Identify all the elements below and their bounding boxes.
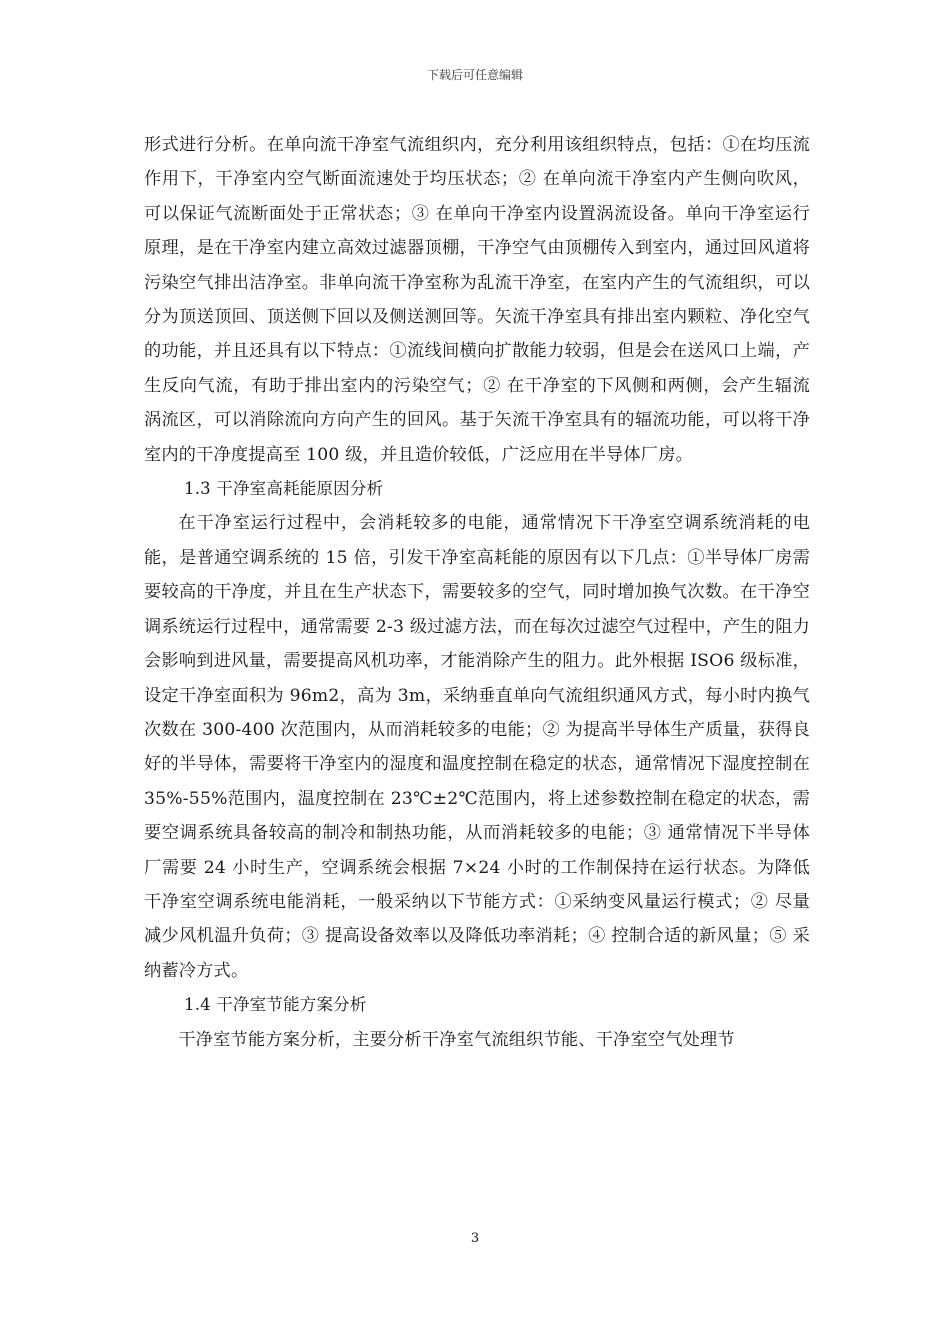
section-heading-1-4: 1.4 干净室节能方案分析	[184, 995, 367, 1015]
page-header: 下载后可任意编辑	[426, 68, 523, 82]
page-number: 3	[470, 1231, 480, 1246]
paragraph-energy-saving-plan: 干净室节能方案分析，主要分析干净室气流组织节能、干净室空气处理节	[178, 1029, 735, 1050]
document-body	[144, 128, 810, 1057]
section-heading-1-3: 1.3 干净室高耗能原因分析	[184, 479, 384, 499]
paragraph-high-energy-causes: 在干净室运行过程中，会消耗较多的电能，通常情况下干净室空调系统消耗的电能，是普通空调系统的 15 倍，引发干净室高耗能的原因有以下几点：①半导体厂房需要较高的干净度，并且在生产状态下，需要较多的空气，同时增加换气次数。在干净空调系统运行过程中，通常需要 2-3 级过滤方法，而在每次过滤空气过程中，产生的阻力会影响到进风量，需要提高风机功率，才能消除产生的阻力。此外根据 ISO6 级标准，设定干净室面积为 96m2，高为 3m，采纳垂直单向气流组织通风方式，每小时内换气次数在 300-400 次范围内，从而消耗较多的电能；② 为提高半导体生产质量，获得良好的半导体，需要将干净室内的湿度和温度控制在稳定的状态，通常情况下湿度控制在 35%-55%范围内，温度控制在 23℃±2℃范围内，将上述参数控制在稳定的状态，需要空调系统具备较高的制冷和制热功能，从而消耗较多的电能；③ 通常情况下半导体厂需要 24 小时生产，空调系统会根据 7×24 小时的工作制保持在运行状态。为降低干净室空调系统电能消耗，一般采纳以下节能方式：①采纳变风量运行模式；② 尽量减少风机温升负荷；③ 提高设备效率以及降低功率消耗；④ 控制合适的新风量；⑤ 采纳蓄冷方式。	[144, 513, 810, 981]
paragraph-airflow-organization: 形式进行分析。在单向流干净室气流组织内，充分利用该组织特点，包括：①在均压流作用下，干净室内空气断面流速处于均压状态；② 在单向流干净室内产生侧向吹风，可以保证气流断面处于正常状态；③ 在单向干净室内设置涡流设备。单向干净室运行原理，是在干净室内建立高效过滤器顶棚，干净空气由顶棚传入到室内，通过回风道将污染空气排出洁净室。非单向流干净室称为乱流干净室，在室内产生的气流组织，可以分为顶送顶回、顶送侧下回以及侧送测回等。矢流干净室具有排出室内颗粒、净化空气的功能，并且还具有以下特点：①流线间横向扩散能力较弱，但是会在送风口上端，产生反向气流，有助于排出室内的污染空气；② 在干净室的下风侧和两侧，会产生辐流涡流区，可以消除流向方向产生的回风。基于矢流干净室具有的辐流功能，可以将干净室内的干净度提高至 100 级，并且造价较低，广泛应用在半导体厂房。	[144, 135, 810, 465]
